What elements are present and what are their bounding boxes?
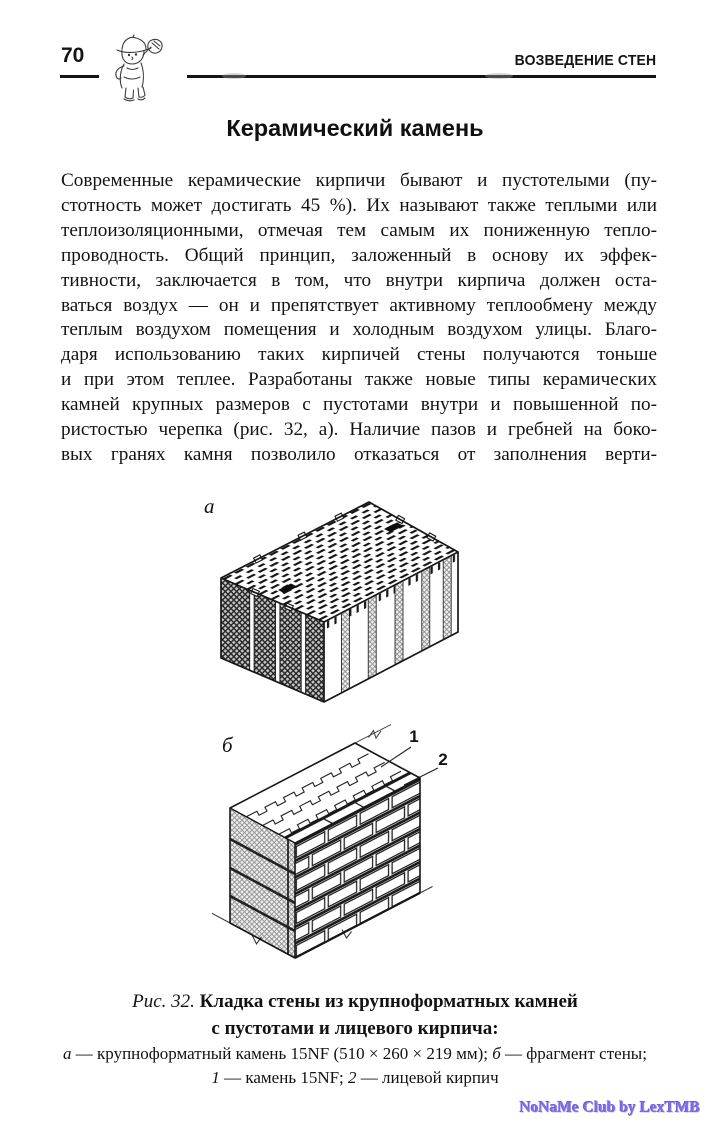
page-title: Керамический камень [226,115,484,141]
caption-figure-ref: Рис. 32. [132,991,195,1012]
body-line: вых гранях камня позволило отказаться от заполнения верти- [61,443,657,465]
body-line: тивности, заключается в том, что внутри кирпича должен оста- [61,269,657,291]
body-line: Современные керамические кирпичи бывают и пустотелыми (пу- [61,170,657,191]
figure-a-label: а [204,494,215,518]
header-rule-left [60,75,99,78]
figure-b-wall-fragment [195,723,460,978]
legend-b-text: — фрагмент стены; [500,1044,647,1063]
legend-1-label: 1 [211,1067,220,1087]
legend-2-label: 2 [348,1067,357,1087]
caption-legend-line2 [40,1066,670,1090]
body-paragraph [61,169,657,468]
figure-b-label: б [222,733,233,757]
legend-1-text: — камень 15NF; [219,1067,349,1087]
mascot-eye [128,54,130,56]
body-line: теплоизоляционными, отмечая тем самым их пониженную тепло- [61,219,657,241]
caption-legend-line1 [40,1042,670,1066]
page-number: 70 [61,44,85,67]
builder-mascot-icon [98,33,182,107]
body-line: теплым воздухом помещения и холодным воздухом улицы. Благо- [61,319,657,341]
header-rule-right [187,75,656,78]
body-line: даря использованию таких кирпичей стены получаются тоньше [61,344,657,366]
callout-2-label: 2 [438,750,448,769]
body-line: и при этом теплее. Разработаны также новые типы керамических [61,369,657,391]
figure-a-ceramic-block [214,500,460,712]
caption-title-text: Кладка стены из крупноформатных камней [194,991,578,1012]
scan-smudge [222,73,246,79]
body-line: камней крупных размеров с пустотами внутри и повышенной по- [61,394,657,416]
caption-title-line2: с пустотами и лицевого кирпича: [211,1018,499,1039]
legend-b-label: б [492,1044,501,1063]
legend-a-text: — крупноформатный камень 15NF (510 × 260 × 219 мм); [71,1044,493,1063]
watermark: NoNaMe Club by LexTMB [519,1099,700,1116]
legend-a-label: а [63,1044,72,1063]
body-line: проводность. Общий принцип, заложенный в основу их эффек- [61,244,657,266]
caption-title-line1 [40,988,670,1015]
running-head: ВОЗВЕДЕНИЕ СТЕН [514,52,656,69]
callout-1-label: 1 [409,727,419,746]
body-line: стотность может достигать 45 %). Их называют также теплыми или [61,194,657,216]
body-line: ваться воздух — он и препятствует активному теплообмену между [61,294,657,316]
figure-caption [40,988,670,1089]
mascot-eye [135,53,137,55]
scan-smudge [485,73,513,79]
legend-2-text: — лицевой кирпич [356,1067,499,1087]
body-line: ристостью черепка (рис. 32, а). Наличие пазов и гребней на боко- [61,419,657,441]
